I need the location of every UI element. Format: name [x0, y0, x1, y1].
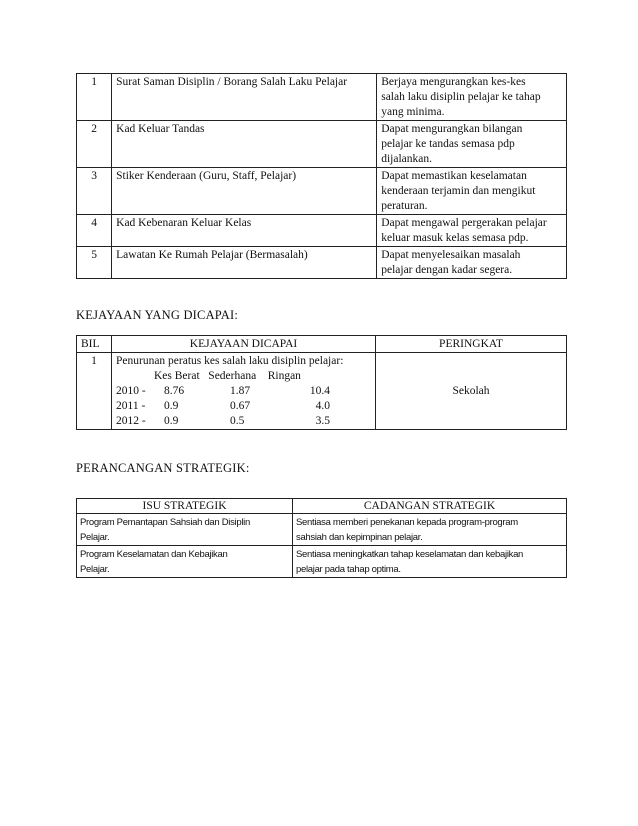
stat-year: 2011 -	[116, 400, 146, 412]
stat-ringan: 4.0	[315, 400, 330, 412]
strategik-table	[76, 498, 567, 578]
isu-cell	[77, 514, 293, 546]
result-line: pelajar dengan kadar segera.	[381, 264, 513, 276]
table-row	[77, 74, 567, 121]
cadangan-cell	[293, 546, 567, 578]
cadangan-line: sahsiah dan kepimpinan pelajar.	[296, 532, 423, 543]
stats-row	[116, 399, 371, 414]
row-number: 4	[77, 215, 112, 247]
stat-berat: 0.9	[164, 415, 179, 427]
isu-line: Program Keselamatan dan Kebajikan	[80, 549, 228, 560]
program-result	[377, 74, 567, 121]
result-line: pelajar ke tandas semasa pdp	[381, 138, 515, 150]
program-result	[377, 215, 567, 247]
table-header-row	[77, 499, 567, 514]
program-table	[76, 73, 567, 279]
isu-line: Pelajar.	[80, 564, 110, 575]
stat-sederhana: 1.87	[230, 385, 251, 397]
table-row	[77, 546, 567, 578]
cadangan-cell	[293, 514, 567, 546]
result-line: Dapat mengawal pergerakan pelajar	[381, 217, 547, 229]
stat-sederhana: 0.5	[230, 415, 245, 427]
program-name: Kad Keluar Tandas	[112, 121, 377, 168]
result-line: Dapat memastikan keselamatan	[381, 170, 527, 182]
stats-header	[116, 369, 371, 384]
result-line: kenderaan terjamin dan mengikut	[381, 185, 536, 197]
result-line: Berjaya mengurangkan kes-kes	[381, 76, 526, 88]
column-header-peringkat: PERINGKAT	[376, 336, 567, 353]
result-line: yang minima.	[381, 106, 445, 118]
row-number: 2	[77, 121, 112, 168]
result-line: keluar masuk kelas semasa pdp.	[381, 232, 529, 244]
stats-row	[116, 384, 371, 399]
program-result	[377, 168, 567, 215]
result-line: peraturan.	[381, 200, 428, 212]
kejayaan-table	[76, 335, 567, 430]
program-name: Stiker Kenderaan (Guru, Staff, Pelajar)	[112, 168, 377, 215]
row-number: 5	[77, 247, 112, 279]
table-header-row	[77, 336, 567, 353]
stat-year: 2012 -	[116, 415, 146, 427]
table-row	[77, 121, 567, 168]
isu-line: Program Pemantapan Sahsiah dan Disiplin	[80, 517, 250, 528]
column-header-isu: ISU STRATEGIK	[77, 499, 293, 514]
result-line: Dapat mengurangkan bilangan	[381, 123, 523, 135]
stat-header-berat: Kes Berat	[154, 370, 200, 382]
stat-ringan: 3.5	[315, 415, 330, 427]
result-line: dijalankan.	[381, 153, 432, 165]
row-number: 1	[77, 74, 112, 121]
program-name: Surat Saman Disiplin / Borang Salah Laku Pelajar	[112, 74, 377, 121]
stat-header-ringan: Ringan	[267, 370, 301, 382]
row-number: 3	[77, 168, 112, 215]
cadangan-line: Sentiasa memberi penekanan kepada program-program	[296, 517, 518, 528]
description-text: Penurunan peratus kes salah laku disiplin pelajar:	[116, 355, 344, 367]
program-name: Kad Kebenaran Keluar Kelas	[112, 215, 377, 247]
table-row	[77, 168, 567, 215]
section-title-kejayaan: KEJAYAAN YANG DICAPAI:	[76, 308, 239, 322]
program-result	[377, 121, 567, 168]
program-name: Lawatan Ke Rumah Pelajar (Bermasalah)	[112, 247, 377, 279]
table-row	[77, 353, 567, 430]
isu-line: Pelajar.	[80, 532, 110, 543]
column-header-bil: BIL	[77, 336, 112, 353]
cadangan-line: pelajar pada tahap optima.	[296, 564, 401, 575]
stat-berat: 8.76	[164, 385, 185, 397]
table-row	[77, 247, 567, 279]
stats-row	[116, 414, 371, 429]
peringkat-value: Sekolah	[376, 353, 567, 430]
stat-header-sederhana: Sederhana	[208, 370, 257, 382]
program-result	[377, 247, 567, 279]
section-title-strategik: PERANCANGAN STRATEGIK:	[76, 461, 250, 475]
column-header-kejayaan: KEJAYAAN DICAPAI	[112, 336, 376, 353]
table-row	[77, 514, 567, 546]
table-row	[77, 215, 567, 247]
stat-year: 2010 -	[116, 385, 146, 397]
isu-cell	[77, 546, 293, 578]
column-header-cadangan: CADANGAN STRATEGIK	[293, 499, 567, 514]
kejayaan-description	[112, 353, 376, 430]
result-line: salah laku disiplin pelajar ke tahap	[381, 91, 541, 103]
stat-sederhana: 0.67	[230, 400, 251, 412]
stat-ringan: 10.4	[309, 385, 330, 397]
result-line: Dapat menyelesaikan masalah	[381, 249, 521, 261]
row-number: 1	[77, 353, 112, 430]
stat-berat: 0.9	[164, 400, 179, 412]
cadangan-line: Sentiasa meningkatkan tahap keselamatan dan kebajikan	[296, 549, 524, 560]
